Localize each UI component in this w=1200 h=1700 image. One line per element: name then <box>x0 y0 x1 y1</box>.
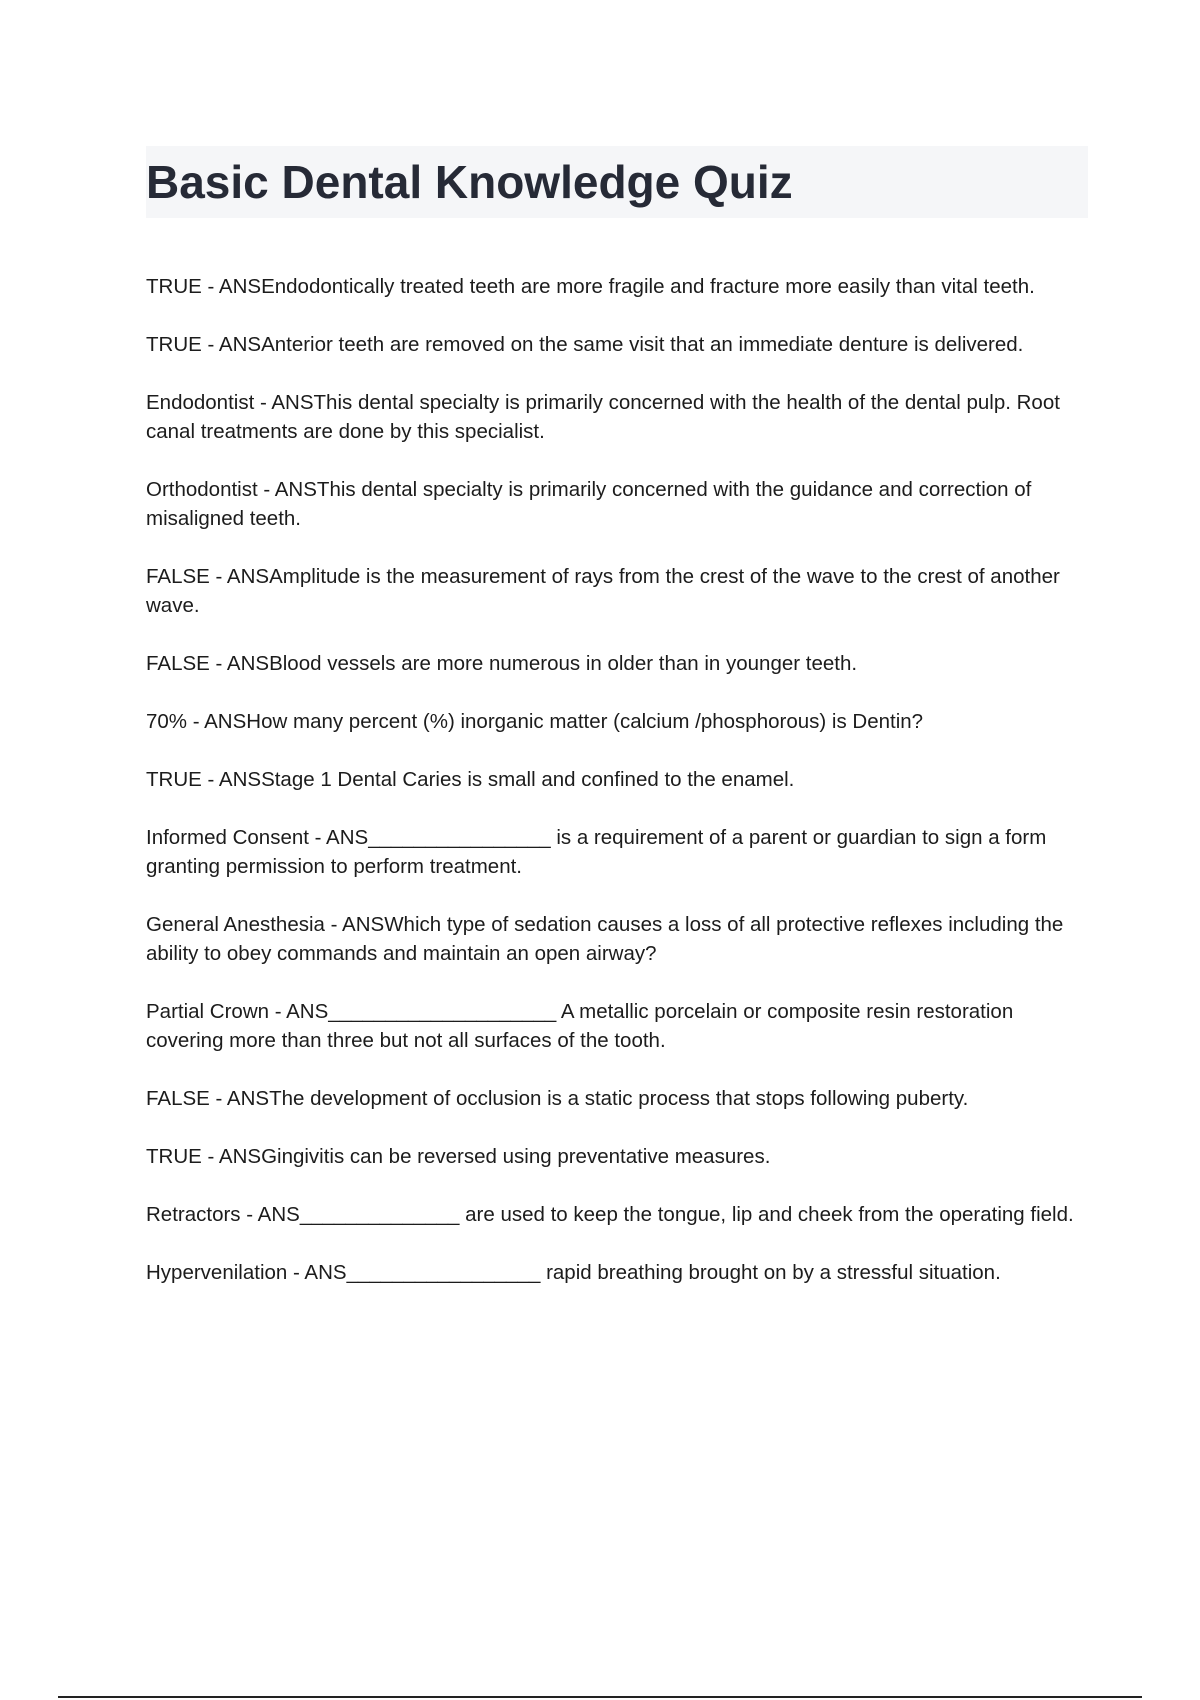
qa-answer: FALSE <box>146 565 210 588</box>
qa-separator: - ANS <box>209 652 270 675</box>
qa-text: Anterior teeth are removed on the same visit that an immediate denture is delivered. <box>261 333 1024 356</box>
qa-item <box>146 475 1096 533</box>
qa-item <box>146 272 1096 301</box>
qa-answer: FALSE <box>146 1087 210 1110</box>
qa-text: _________________ rapid breathing brought on by a stressful situation. <box>346 1261 1001 1284</box>
qa-separator: - ANS <box>209 565 270 588</box>
qa-separator: - ANS <box>254 391 314 414</box>
qa-answer: TRUE <box>146 275 202 298</box>
qa-answer: Hypervenilation <box>146 1261 288 1284</box>
qa-item <box>146 910 1096 968</box>
qa-text: Which type of sedation causes a loss of all protective reflexes including the ability to obey commands and maintain an open airway? <box>146 913 1064 965</box>
qa-separator: - ANS <box>269 1000 329 1023</box>
qa-separator: - ANS <box>201 768 262 791</box>
qa-answer: TRUE <box>146 333 202 356</box>
qa-item <box>146 1200 1096 1229</box>
qa-answer: FALSE <box>146 652 210 675</box>
qa-text: This dental specialty is primarily concerned with the guidance and correction of misaligned teeth. <box>146 478 1032 530</box>
qa-separator: - ANS <box>287 1261 347 1284</box>
qa-answer: Informed Consent <box>146 826 309 849</box>
qa-answer: Retractors <box>146 1203 241 1226</box>
qa-answer: Endodontist <box>146 391 255 414</box>
qa-separator: - ANS <box>308 826 369 849</box>
qa-answer: TRUE <box>146 768 202 791</box>
qa-separator: - ANS <box>201 333 262 356</box>
qa-separator: - ANS <box>201 1145 262 1168</box>
qa-answer: TRUE <box>146 1145 202 1168</box>
qa-text: Blood vessels are more numerous in older than in younger teeth. <box>269 652 858 675</box>
qa-item <box>146 1084 1096 1113</box>
title-bar <box>146 146 1088 218</box>
qa-text: ________________ is a requirement of a parent or guardian to sign a form granting permission to perform treatment. <box>146 826 1047 878</box>
qa-item <box>146 649 1096 678</box>
qa-text: Stage 1 Dental Caries is small and confined to the enamel. <box>261 768 795 791</box>
qa-item <box>146 707 1096 736</box>
qa-answer: Orthodontist <box>146 478 258 501</box>
qa-separator: - ANS <box>187 710 247 733</box>
qa-answer: 70% <box>146 710 188 733</box>
qa-separator: - ANS <box>240 1203 300 1226</box>
qa-item <box>146 562 1096 620</box>
qa-text: Gingivitis can be reversed using preventative measures. <box>261 1145 771 1168</box>
qa-separator: - ANS <box>209 1087 270 1110</box>
qa-text: The development of occlusion is a static process that stops following puberty. <box>269 1087 969 1110</box>
qa-item <box>146 1258 1096 1287</box>
qa-list <box>146 272 1096 1316</box>
qa-item <box>146 823 1096 881</box>
qa-item <box>146 388 1096 446</box>
qa-text: Endodontically treated teeth are more fragile and fracture more easily than vital teeth. <box>261 275 1035 298</box>
footer-divider <box>58 1696 1142 1698</box>
qa-answer: General Anesthesia <box>146 913 325 936</box>
qa-text: ____________________ A metallic porcelain or composite resin restoration covering more than three but not all surfaces of the tooth. <box>146 1000 1014 1052</box>
qa-item <box>146 997 1096 1055</box>
qa-text: ______________ are used to keep the tongue, lip and cheek from the operating field. <box>299 1203 1074 1226</box>
qa-item <box>146 1142 1096 1171</box>
qa-item <box>146 765 1096 794</box>
qa-answer: Partial Crown <box>146 1000 270 1023</box>
page-title: Basic Dental Knowledge Quiz <box>146 156 793 208</box>
qa-text: How many percent (%) inorganic matter (calcium /phosphorous) is Dentin? <box>246 710 924 733</box>
qa-text: Amplitude is the measurement of rays from the crest of the wave to the crest of another wave. <box>146 565 1060 617</box>
qa-separator: - ANS <box>257 478 317 501</box>
qa-separator: - ANS <box>201 275 262 298</box>
qa-item <box>146 330 1096 359</box>
qa-text: This dental specialty is primarily concerned with the health of the dental pulp. Root canal treatments are done by this specialist. <box>146 391 1060 443</box>
qa-separator: - ANS <box>324 913 385 936</box>
